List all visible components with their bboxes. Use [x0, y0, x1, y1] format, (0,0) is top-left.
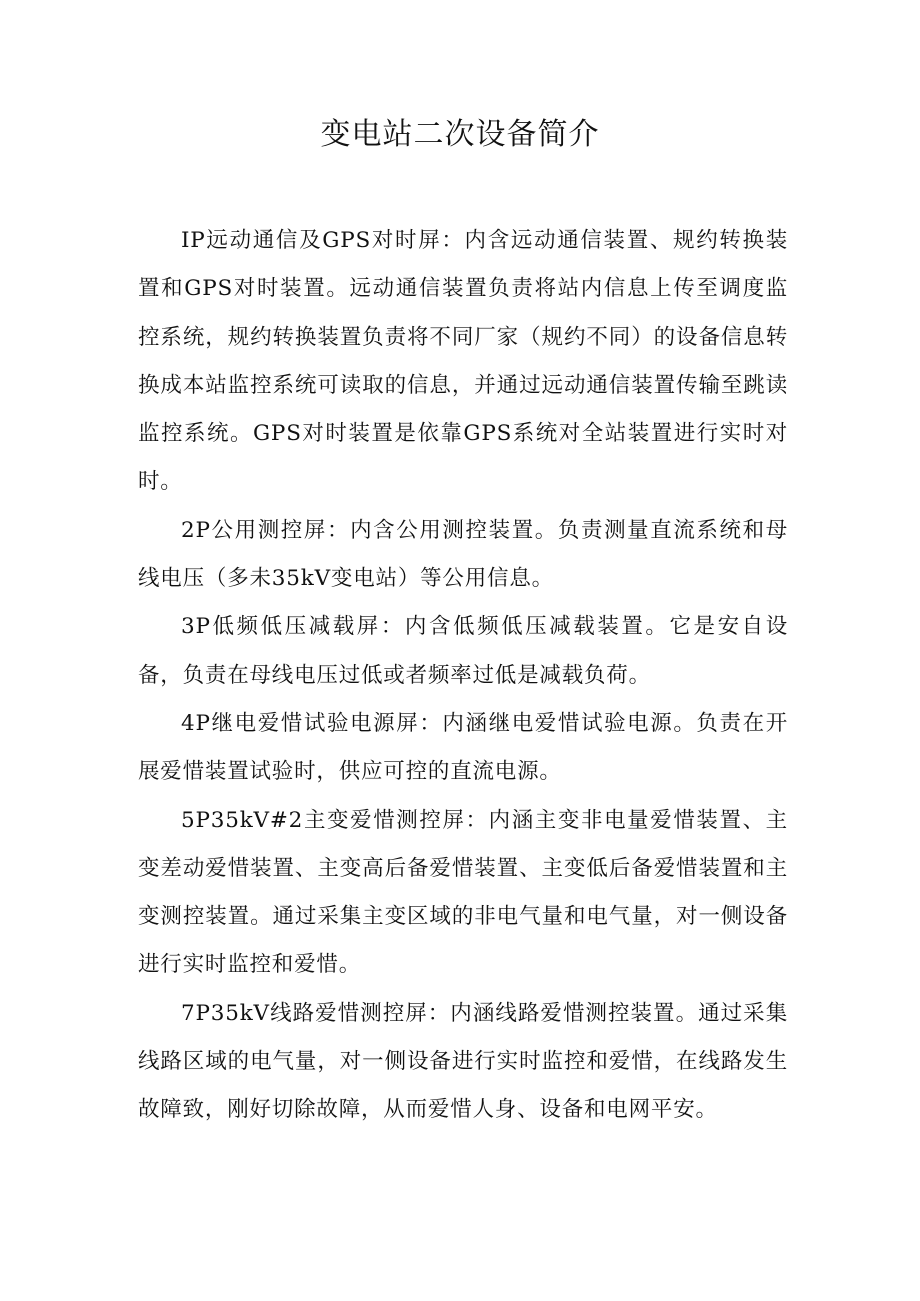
- paragraph-3p-load-shedding: 3P低频低压减载屏：内含低频低压减载装置。它是安自设备，负责在母线电压过低或者频率过低是减载负荷。: [138, 614, 788, 688]
- document-body: [138, 217, 788, 1135]
- paragraph-7p-line-protection: 7P35kV线路爱惜测控屏：内涵线路爱惜测控装置。通过采集线路区域的电气量，对一侧设备进行实时监控和爱惜，在线路发生故障致，刚好切除故障，从而爱惜人身、设备和电网平安。: [138, 1000, 788, 1123]
- paragraph-ip-telecontrol: IP远动通信及GPS对时屏：内含远动通信装置、规约转换装置和GPS对时装置。远动通信装置负责将站内信息上传至调度监控系统，规约转换装置负责将不同厂家（规约不同）的设备信息转换成本站监控系统可读取的信息，并通过远动通信装置传输至跳读监控系统。GPS对时装置是依靠GPS系统对全站装置进行实时对时。: [138, 228, 788, 495]
- paragraph-5p-transformer-protection: 5P35kV#2主变爱惜测控屏：内涵主变非电量爱惜装置、主变差动爱惜装置、主变高后备爱惜装置、主变低后备爱惜装置和主变测控装置。通过采集主变区域的非电气量和电气量，对一侧设备进行实时监控和爱惜。: [138, 807, 788, 978]
- paragraph-2p-common-measure: 2P公用测控屏：内含公用测控装置。负责测量直流系统和母线电压（多未35kV变电站）等公用信息。: [138, 517, 788, 592]
- document-title: 变电站二次设备简介: [320, 117, 600, 152]
- paragraph-4p-test-power: 4P继电爱惜试验电源屏：内涵继电爱惜试验电源。负责在开展爱惜装置试验时，供应可控的直流电源。: [138, 710, 788, 785]
